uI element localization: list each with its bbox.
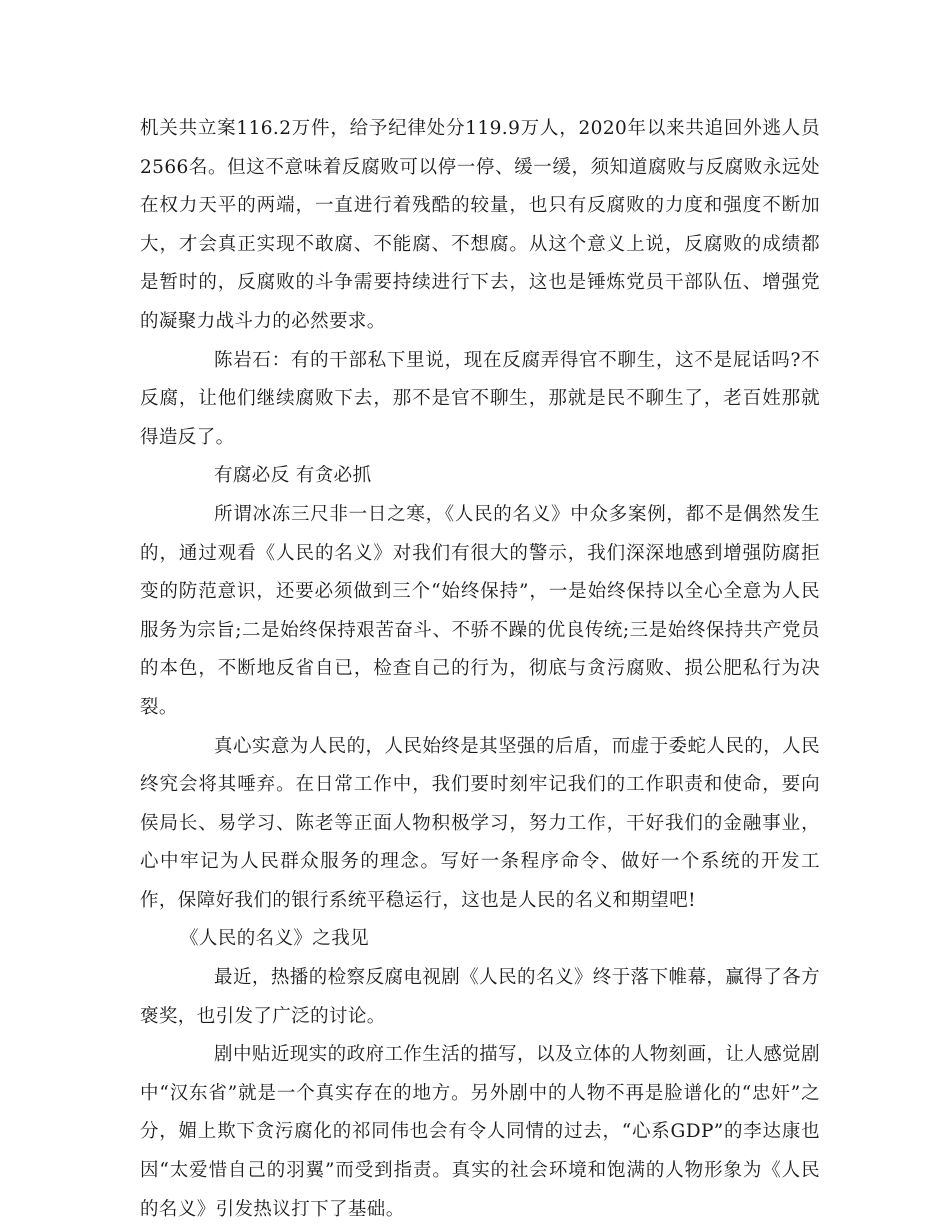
body-paragraph: 真心实意为人民的，人民始终是其坚强的后盾，而虚于委蛇人民的，人民终究会将其唾弃。在日常工作中，我们要时刻牢记我们的工作职责和使命，要向侯局长、易学习、陈老等正面人物积极学习，努力工作，干好我们的金融事业，心中牢记为人民群众服务的理念。写好一条程序命令、做好一个系统的开发工作，保障好我们的银行系统平稳运行，这也是人民的名义和期望吧! — [140, 735, 820, 911]
body-paragraph: 最近，热播的检察反腐电视剧《人民的名义》终于落下帷幕，赢得了各方褒奖，也引发了广泛的讨论。 — [140, 967, 820, 1027]
body-paragraph: 机关共立案116.2万件，给予纪律处分119.9万人，2020年以来共追回外逃人员2566名。但这不意味着反腐败可以停一停、缓一缓，须知道腐败与反腐败永远处在权力天平的两端，一直进行着残酷的较量，也只有反腐败的力度和强度不断加大，才会真正实现不敢腐、不能腐、不想腐。从这个意义上说，反腐败的成绩都是暂时的，反腐败的斗争需要持续进行下去，这也是锤炼党员干部队伍、增强党的凝聚力战斗力的必然要求。 — [140, 118, 820, 332]
section-heading: 《人民的名义》之我见 — [180, 928, 370, 950]
body-paragraph: 陈岩石：有的干部私下里说，现在反腐弄得官不聊生，这不是屁话吗?不反腐，让他们继续腐败下去，那不是官不聊生，那就是民不聊生了，老百姓那就得造反了。 — [140, 349, 820, 448]
section-heading: 有腐必反 有贪必抓 — [214, 465, 372, 487]
document-body — [140, 110, 820, 1229]
body-paragraph: 剧中贴近现实的政府工作生活的描写，以及立体的人物刻画，让人感觉剧中“汉东省”就是一个真实存在的地方。另外剧中的人物不再是脸谱化的“忠奸”之分，媚上欺下贪污腐化的祁同伟也会有令人同情的过去，“心系GDP”的李达康也因“太爱惜自己的羽翼”而受到指责。真实的社会环境和饱满的人物形象为《人民的名义》引发热议打下了基础。 — [140, 1044, 820, 1220]
body-paragraph: 所谓冰冻三尺非一日之寒，《人民的名义》中众多案例，都不是偶然发生的，通过观看《人民的名义》对我们有很大的警示，我们深深地感到增强防腐拒变的防范意识，还要必须做到三个“始终保持”，一是始终保持以全心全意为人民服务为宗旨;二是始终保持艰苦奋斗、不骄不躁的优良传统;三是始终保持共产党员的本色，不断地反省自已，检查自己的行为，彻底与贪污腐败、损公肥私行为决裂。 — [140, 503, 820, 718]
